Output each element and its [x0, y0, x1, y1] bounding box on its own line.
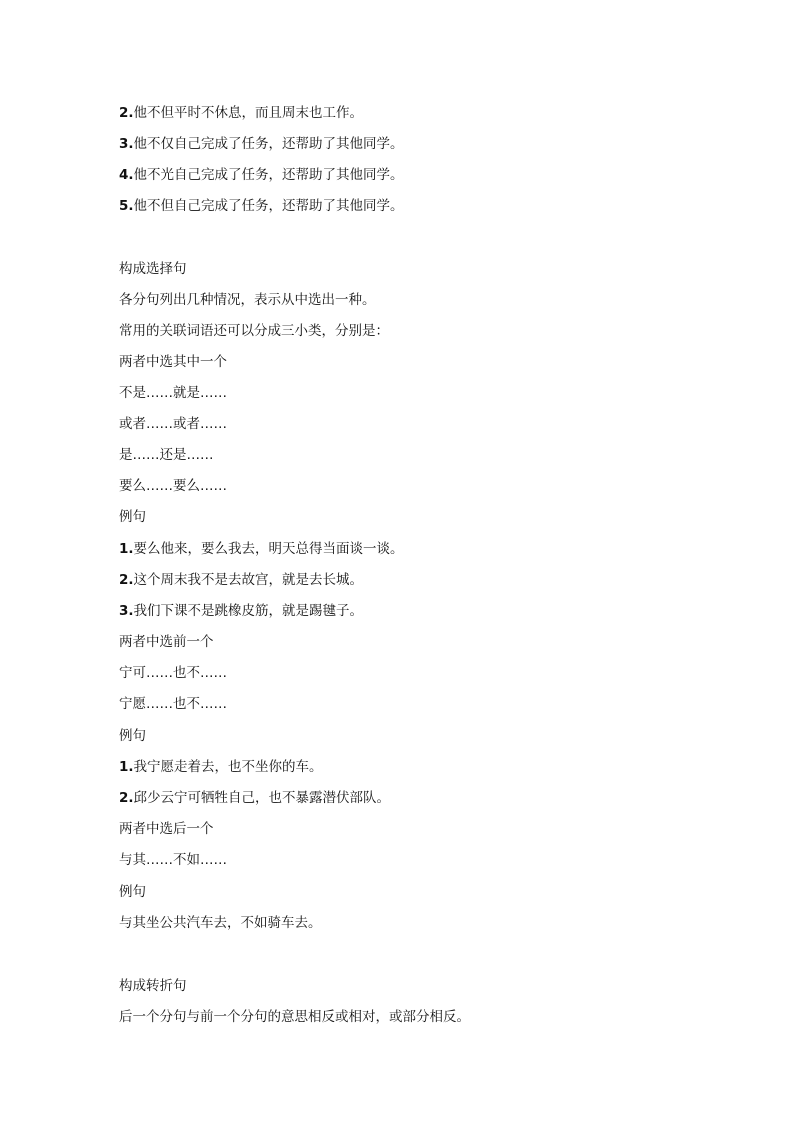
pattern-line: 与其……不如……: [119, 852, 227, 868]
pattern-line: 或者……或者……: [119, 416, 227, 432]
pattern-line: 要么……要么……: [119, 478, 227, 494]
example-line: 4.他不光自己完成了任务，还帮助了其他同学。: [119, 167, 404, 183]
definition-text: 后一个分句与前一个分句的意思相反或相对，或部分相反。: [119, 1009, 470, 1025]
example-line: 2.这个周末我不是去故宫，就是去长城。: [119, 572, 364, 588]
example-line: 5.他不但自己完成了任务，还帮助了其他同学。: [119, 198, 404, 214]
example-line: 1.我宁愿走着去，也不坐你的车。: [119, 759, 323, 775]
definition-text: 各分句列出几种情况，表示从中选出一种。: [119, 292, 376, 308]
example-line: 3.他不仅自己完成了任务，还帮助了其他同学。: [119, 136, 404, 152]
pattern-line: 是……还是……: [119, 447, 214, 463]
example-line: 3.我们下课不是跳橡皮筋，就是踢毽子。: [119, 603, 364, 619]
intro-text: 常用的关联词语还可以分成三小类，分别是：: [119, 323, 389, 339]
example-line: 2.邱少云宁可牺牲自己，也不暴露潜伏部队。: [119, 790, 391, 806]
subsection-title: 两者中选前一个: [119, 634, 214, 650]
subsection-title: 两者中选后一个: [119, 821, 214, 837]
pattern-line: 宁可……也不……: [119, 665, 227, 681]
subsection-title: 两者中选其中一个: [119, 354, 227, 370]
example-line: 1.要么他来，要么我去，明天总得当面谈一谈。: [119, 541, 404, 557]
pattern-line: 宁愿……也不……: [119, 696, 227, 712]
example-label: 例句: [119, 509, 146, 525]
example-label: 例句: [119, 728, 146, 744]
pattern-line: 不是……就是……: [119, 385, 227, 401]
example-line: 与其坐公共汽车去，不如骑车去。: [119, 915, 322, 931]
example-line: 2.他不但平时不休息，而且周末也工作。: [119, 105, 364, 121]
section-heading: 构成转折句: [119, 978, 187, 994]
section-heading: 构成选择句: [119, 261, 187, 277]
example-label: 例句: [119, 884, 146, 900]
